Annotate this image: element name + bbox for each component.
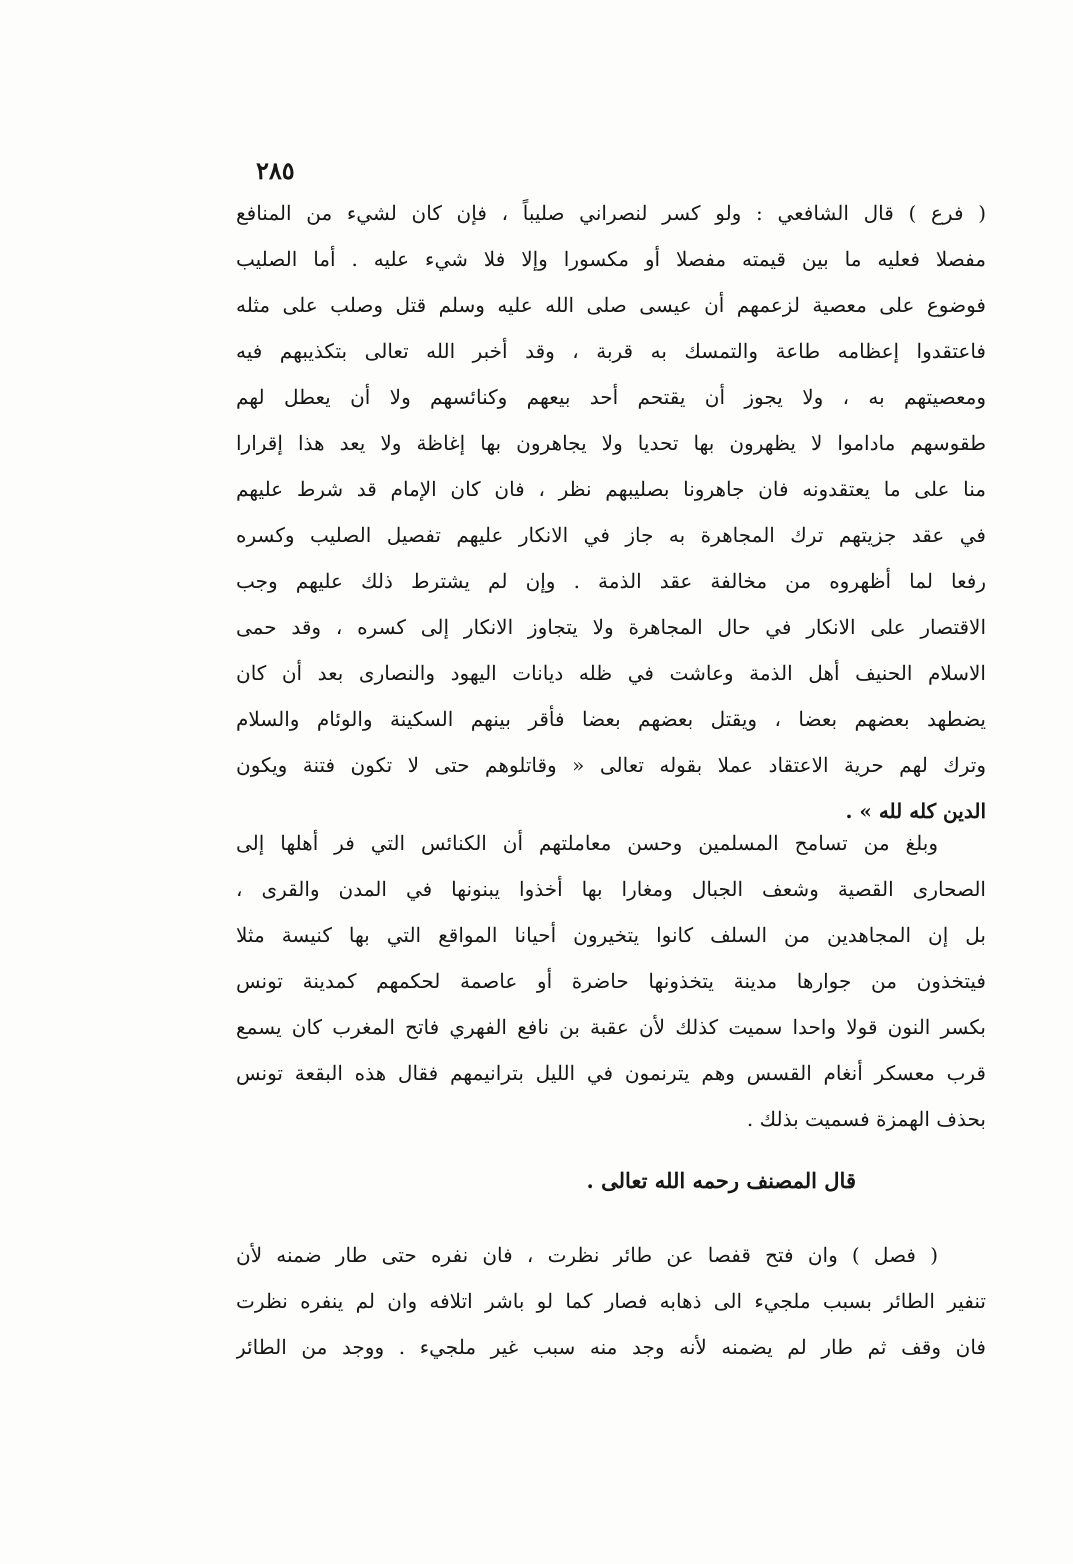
text-line: فوضوع على معصية لزعمهم أن عيسى صلى الله عليه وسلم قتل وصلب على مثله [236,293,986,317]
text-line: الصحارى القصية وشعف الجبال ومغارا بها أخذوا يبنونها في المدن والقرى ، [236,877,986,901]
paragraph-section-cage [236,1232,986,1370]
text-line: الدين كله لله » . [845,799,986,823]
text-line: الاقتصار على الانكار في حال المجاهرة ولا يتجاوز الانكار إلى كسره ، وقد حمى [236,615,986,639]
text-line: يضطهد بعضهم بعضا ، ويقتل بعضهم بعضا فأقر بينهم السكينة والوئام والسلام [236,707,986,731]
page-number: ٢٨٥ [256,156,295,185]
text-line: منا على ما يعتقدونه فان جاهرونا بصليبهم نظر ، فان كان الإمام قد شرط عليهم [236,477,986,501]
paragraph-branch-on-crosses [236,190,986,834]
text-line: ( فصل ) وان فتح قفصا عن طائر نظرت ، فان نفره حتى طار ضمنه لأن [236,1243,938,1267]
text-line: في عقد جزيتهم ترك المجاهرة به جاز في الانكار عليهم تفصيل الصليب وكسره [236,523,986,547]
text-line: قرب معسكر أنغام القسس وهم يترنمون في الليل بترانيمهم فقال هذه البقعة تونس [236,1061,986,1085]
text-line: بكسر النون قولا واحدا سميت كذلك لأن عقبة بن نافع الفهري فاتح المغرب كان يسمع [236,1015,986,1039]
text-line: طقوسهم ماداموا لا يظهرون بها تحديا ولا يجاهرون بها إغاظة ولا يعد هذا إقرارا [236,431,986,455]
text-line: فيتخذون من جوارها مدينة يتخذونها حاضرة أو عاصمة لحكمهم كمدينة تونس [236,969,986,993]
text-line: بحذف الهمزة فسميت بذلك . [746,1107,986,1131]
text-line: فان وقف ثم طار لم يضمنه لأنه وجد منه سبب غير ملجيء . ووجد من الطائر [236,1335,986,1359]
text-line: تنفير الطائر بسبب ملجيء الى ذهابه فصار كما لو باشر اتلافه وان لم ينفره نظرت [236,1289,986,1313]
text-line: الاسلام الحنيف أهل الذمة وعاشت في ظله ديانات اليهود والنصارى بعد أن كان [236,661,986,685]
text-line: فاعتقدوا إعظامه طاعة والتمسك به قربة ، وقد أخبر الله تعالى بتكذيبهم فيه [236,339,986,363]
section-heading: قال المصنف رحمه الله تعالى . [586,1168,856,1193]
text-line: وترك لهم حرية الاعتقاد عملا بقوله تعالى « وقاتلوهم حتى لا تكون فتنة ويكون [236,753,986,777]
text-line: ومعصيتهم به ، ولا يجوز أن يقتحم أحد بيعهم وكنائسهم ولا أن يعطل لهم [236,385,986,409]
text-line: ( فرع ) قال الشافعي : ولو كسر لنصراني صليباً ، فإن كان لشيء من المنافع [236,201,986,225]
text-line: وبلغ من تسامح المسلمين وحسن معاملتهم أن الكنائس التي فر أهلها إلى [236,831,938,855]
paragraph-tolerance [236,820,986,1142]
text-line: بل إن المجاهدين من السلف كانوا يتخيرون أحيانا المواقع التي بها كنيسة مثلا [236,923,986,947]
text-line: مفصلا فعليه ما بين قيمته مفصلا أو مكسورا وإلا فلا شيء عليه . أما الصليب [236,247,986,271]
text-line: رفعا لما أظهروه من مخالفة عقد الذمة . وإن لم يشترط ذلك عليهم وجب [236,569,986,593]
